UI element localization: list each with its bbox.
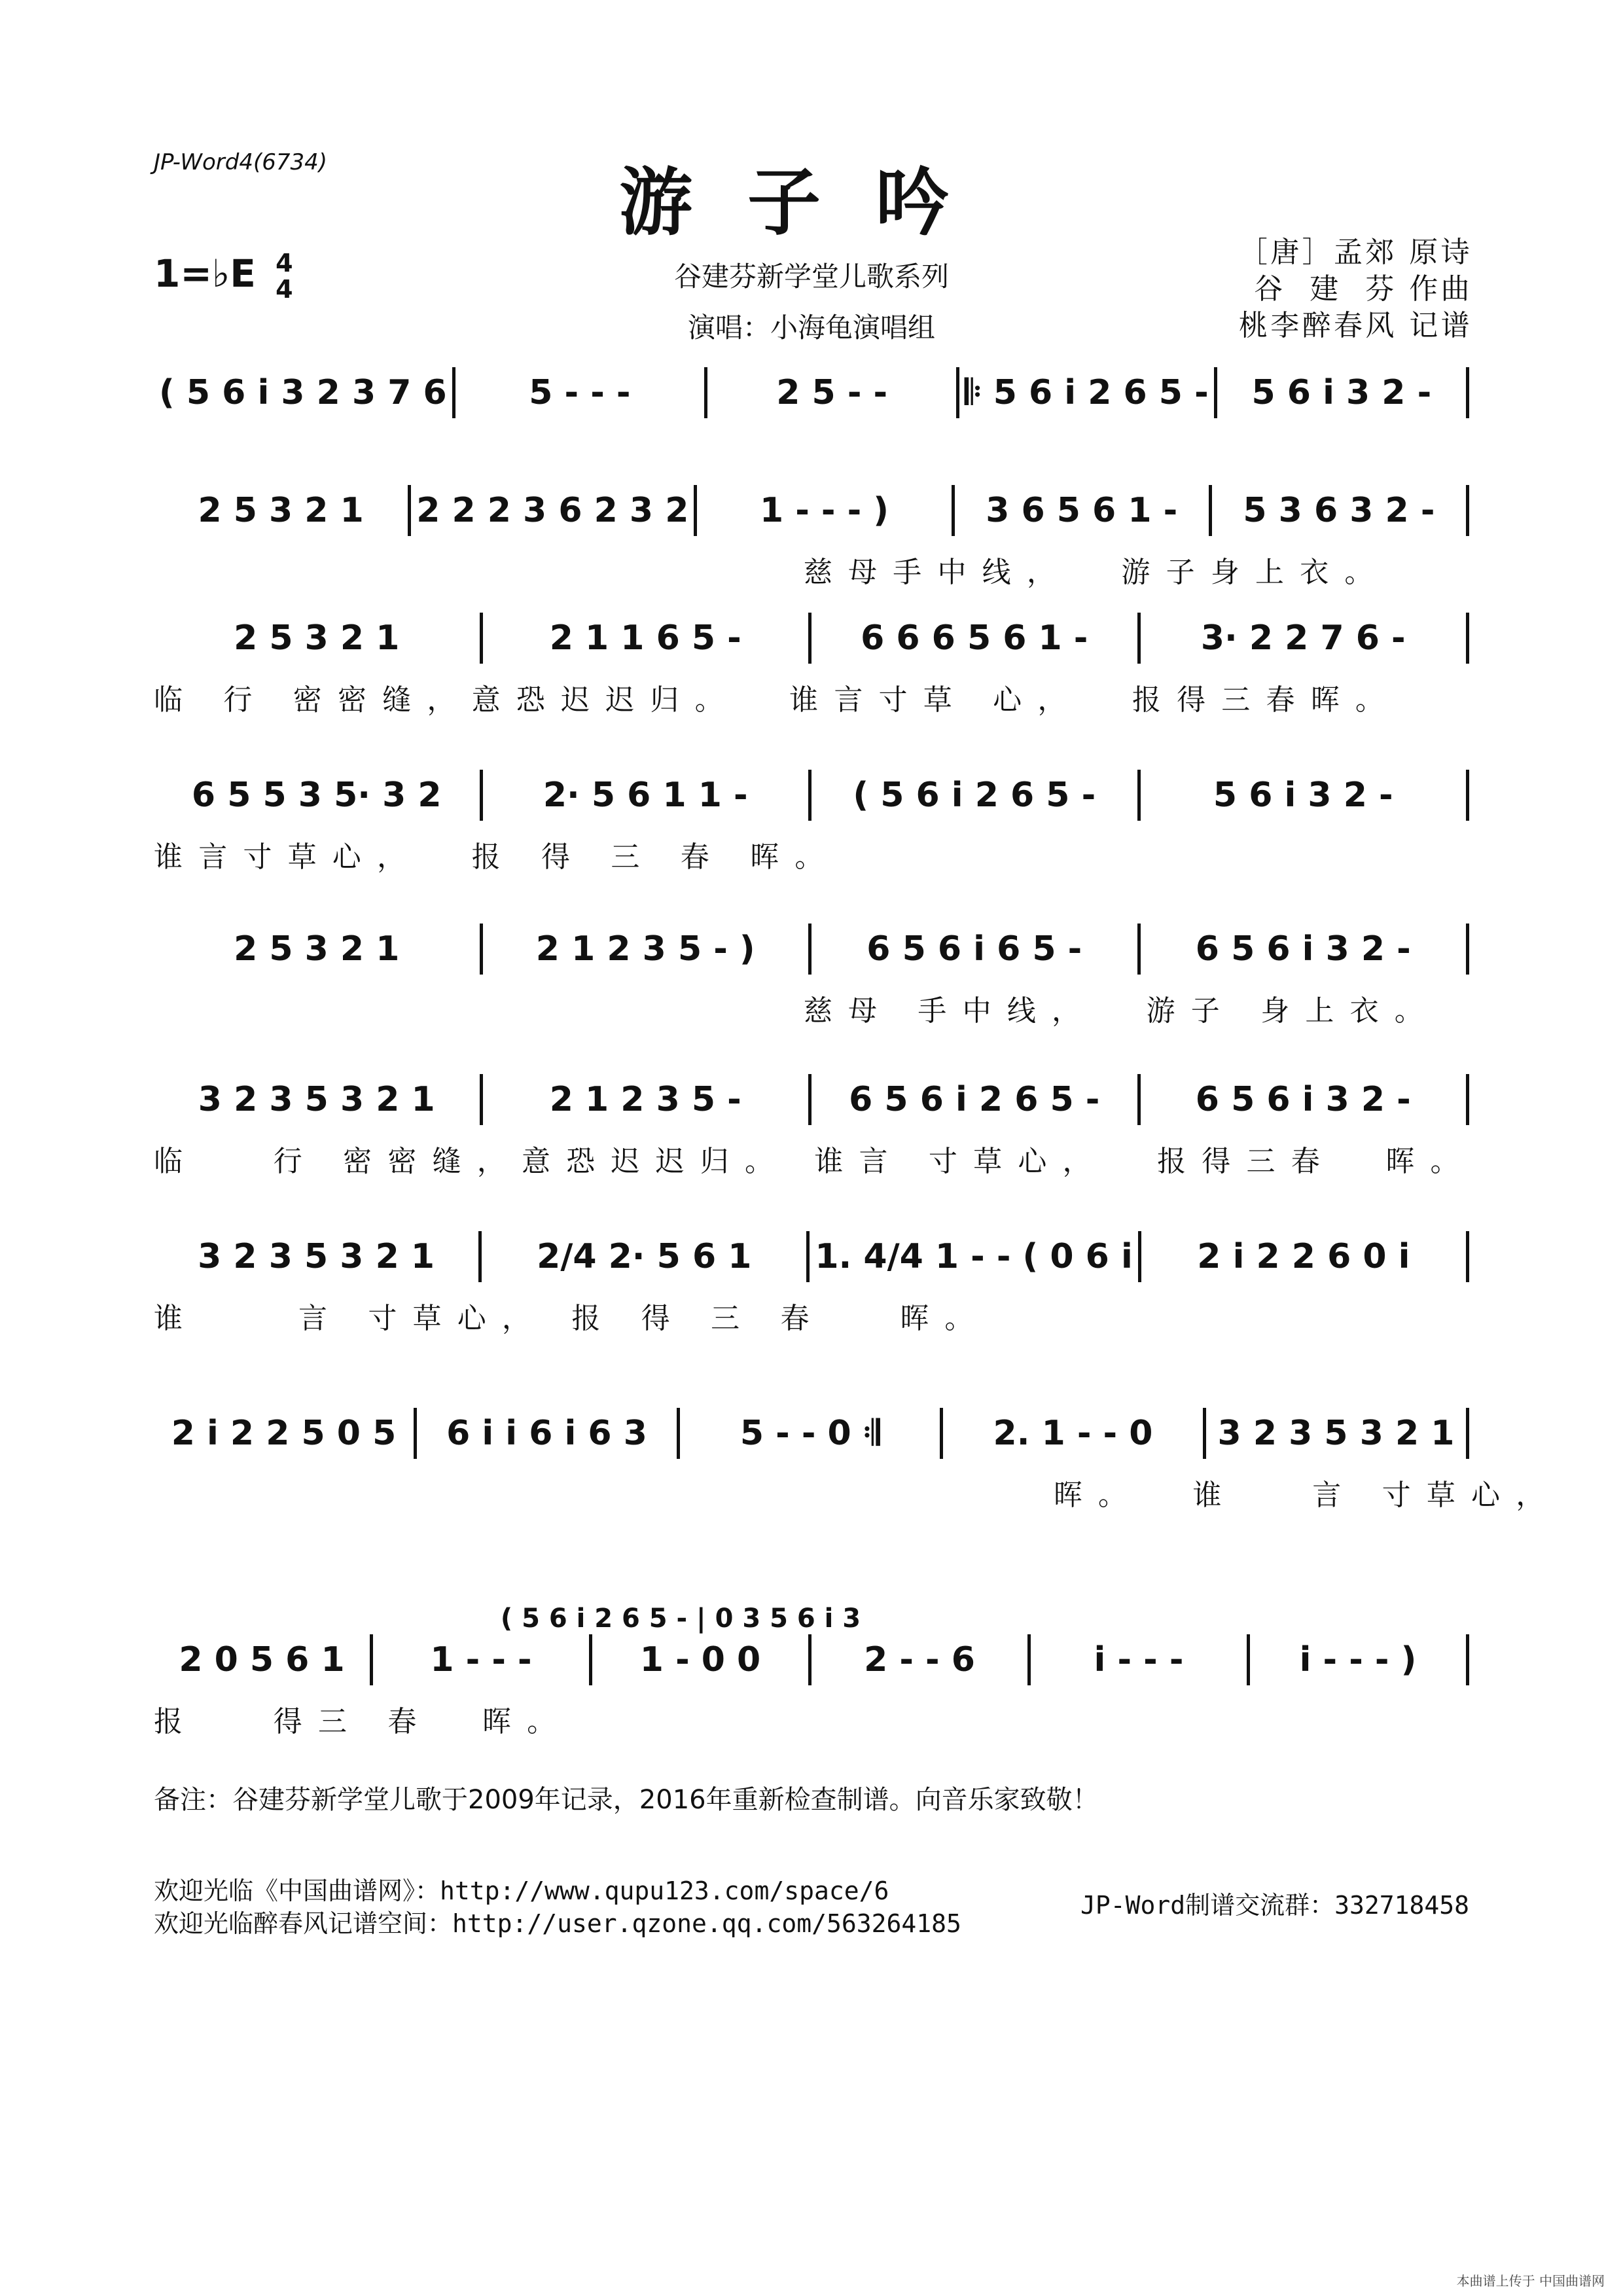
- credit-composer: 谷 建 芬 作曲: [1254, 272, 1472, 306]
- score-system: [154, 769, 1469, 874]
- measure: i - - -: [1094, 1640, 1184, 1679]
- series-subtitle: 谷建芬新学堂儿歌系列: [673, 260, 949, 293]
- lyrics-line: 晖。 谁 言 寸草心，: [154, 1479, 1561, 1512]
- measure: 2 1 1 6 5 -: [549, 619, 741, 658]
- credits: [1239, 234, 1472, 344]
- lyrics-line: 临 行 密密缝，意恐迟迟归。 谁言寸草 心， 报得三春晖。: [154, 683, 1400, 717]
- notes-row: [154, 1407, 1469, 1460]
- measure: 6 5 6 i 3 2 -: [1195, 929, 1411, 969]
- measure: 6 i i 6 i 6 3: [446, 1414, 647, 1453]
- alternate-notes: ( 5 6 i 2 6 5 - | 0 3 5 6 i 3: [500, 1604, 861, 1634]
- measure: 5 - - -: [529, 373, 631, 412]
- measure: 2· 5 6 1 1 -: [543, 776, 748, 815]
- measure: 5 6 i 3 2 -: [1251, 373, 1432, 412]
- watermark: 本曲谱上传于 中国曲谱网: [1456, 2273, 1605, 2289]
- measure: 1 - 0 0: [639, 1640, 761, 1679]
- measure: ( 5 6 i 2 6 5 -: [853, 776, 1096, 815]
- performer-subtitle: 演唱：小海龟演唱组: [687, 312, 935, 344]
- notes-row: [154, 1073, 1469, 1126]
- barline: [1466, 613, 1469, 664]
- measure: 2 - - 6: [864, 1640, 975, 1679]
- lyrics-line: 慈母 手中线， 游子 身上衣。: [154, 994, 1439, 1028]
- measure: 6 5 6 i 3 2 -: [1195, 1080, 1411, 1119]
- barline: [1466, 770, 1469, 821]
- measure: 2 0 5 6 1: [179, 1640, 345, 1679]
- lyrics-line: 慈母手中线， 游子身上衣。: [154, 556, 1389, 589]
- credit-transcriber: 桃李醉春风 记谱: [1238, 309, 1472, 342]
- measure: 2 i 2 2 6 0 i: [1197, 1237, 1410, 1276]
- barline: [1466, 1634, 1469, 1685]
- measure: 2/4 2· 5 6 1: [537, 1237, 752, 1276]
- barline: [1466, 1074, 1469, 1125]
- time-bottom: 4: [276, 275, 293, 304]
- measure: 𝄆 5 6 i 2 6 5 -: [965, 372, 1209, 412]
- footer-link-qupu[interactable]: 欢迎光临《中国曲谱网》：http://www.qupu123.com/space/6: [154, 1876, 889, 1905]
- notes-row: [154, 612, 1469, 664]
- measure: i - - - ): [1299, 1640, 1417, 1679]
- measure: ( 5 6 i 3 2 3 7 6: [159, 373, 447, 412]
- measure: 2 i 2 2 5 0 5: [171, 1414, 397, 1453]
- software-tag: JP-Word4(6734): [154, 149, 328, 175]
- measure: 1 - - -: [430, 1640, 532, 1679]
- notes-row: [154, 769, 1469, 821]
- measure: 6 5 6 i 2 6 5 -: [849, 1080, 1100, 1119]
- measure: 5 - - 0 𝄇: [740, 1413, 880, 1453]
- measure: 2 5 3 2 1: [234, 619, 400, 658]
- barline: [1466, 367, 1469, 418]
- key-label: 1=♭E: [154, 251, 256, 296]
- measure: 1 - - - ): [759, 491, 889, 530]
- measure: 2 1 2 3 5 -: [549, 1080, 741, 1119]
- score-system: [154, 367, 1469, 467]
- score-system: [154, 1604, 1469, 1738]
- score-system: [154, 1407, 1561, 1512]
- page-title: 游子吟: [619, 160, 1004, 245]
- lyrics-line: 谁言寸草心， 报 得 三 春 晖。: [154, 840, 840, 874]
- measure: 2 5 - -: [776, 373, 888, 412]
- credit-poet: ［唐］孟郊 原诗: [1238, 236, 1472, 269]
- footer-link-qzone[interactable]: 欢迎光临醉春风记谱空间：http://user.qzone.qq.com/563264185: [154, 1909, 961, 1938]
- measure: 6 5 6 i 6 5 -: [866, 929, 1082, 969]
- lyrics-line: [154, 431, 1469, 467]
- score-system: [154, 923, 1469, 1028]
- barline: [1466, 1408, 1469, 1459]
- measure: 2 5 3 2 1: [198, 491, 364, 530]
- score-system: [154, 484, 1469, 589]
- notes-row: [154, 1230, 1469, 1283]
- measure: 3 2 3 5 3 2 1: [198, 1080, 435, 1119]
- barline: [1466, 924, 1469, 975]
- time-top: 4: [276, 249, 293, 278]
- measure: 2 1 2 3 5 - ): [535, 929, 755, 969]
- measure: 5 3 6 3 2 -: [1243, 491, 1435, 530]
- measure: 2 2 2 3 6 2 3 2: [416, 491, 689, 530]
- measure: 1. 4/4 1 - - ( 0 6 i: [815, 1237, 1133, 1276]
- notes-row: [154, 1634, 1469, 1686]
- measure: 2 5 3 2 1: [234, 929, 400, 969]
- notes-row: [154, 923, 1469, 975]
- measure: 2. 1 - - 0: [993, 1414, 1153, 1453]
- footer-note: 备注：谷建芬新学堂儿歌于2009年记录，2016年重新检查制谱。向音乐家致敬！: [154, 1785, 1099, 1815]
- measure: 5 6 i 3 2 -: [1213, 776, 1393, 815]
- score-system: [154, 1230, 1469, 1335]
- footer-group: JP-Word制谱交流群：332718458: [1080, 1891, 1469, 1920]
- score-system: [154, 612, 1469, 717]
- lyrics-line: 临 行 密密缝，意恐迟迟归。 谁言 寸草心， 报得三春 晖。: [154, 1145, 1475, 1178]
- measure: 3· 2 2 7 6 -: [1200, 619, 1406, 658]
- score-system: [154, 1073, 1475, 1178]
- notes-row: [154, 484, 1469, 537]
- measure: 3 6 5 6 1 -: [986, 491, 1178, 530]
- lyrics-line: 谁 言 寸草心， 报 得 三 春 晖。: [154, 1302, 990, 1335]
- barline: [1466, 485, 1469, 536]
- measure: 3 2 3 5 3 2 1: [1217, 1414, 1455, 1453]
- measure: 6 5 5 3 5· 3 2: [191, 776, 442, 815]
- notes-row: [154, 367, 1469, 419]
- lyrics-line: 报 得三 春 晖。: [154, 1705, 572, 1738]
- barline: [1466, 1231, 1469, 1282]
- measure: 3 2 3 5 3 2 1: [198, 1237, 435, 1276]
- measure: 6 6 6 5 6 1 -: [861, 619, 1088, 658]
